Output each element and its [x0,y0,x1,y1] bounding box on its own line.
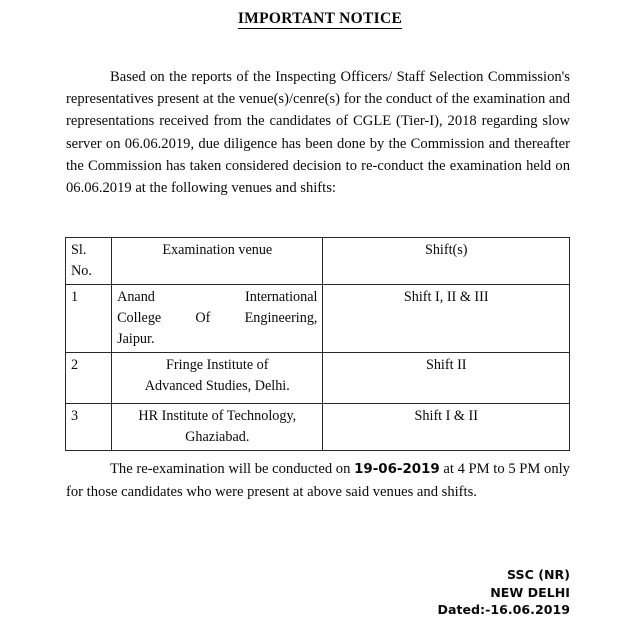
column-header-shift: Shift(s) [323,238,570,285]
closing-paragraph [66,458,570,503]
signature-office: SSC (NR) [507,567,570,582]
cell-venue-line2: College Of Engineering, [117,310,318,326]
page-title-text: IMPORTANT NOTICE [237,10,403,27]
cell-sl-no: 1 [66,285,112,353]
cell-venue [112,404,323,451]
table-row [66,353,570,404]
intro-paragraph: Based on the reports of the Inspecting Officers/ Staff Selection Commission's representatives present at the venue(s)/cenre(s) for the conduct of the examination and representations received from the candidates of CGLE (Tier-I), 2018 regarding slow server on 06.06.2019, due diligence has been done by the Commission and thereafter the Commission has taken considered decision to re-conduct the examination held on 06.06.2019 at the following venues and shifts: [66,69,570,197]
cell-venue-line3: Jaipur. [117,331,155,347]
cell-sl-no: 3 [66,404,112,451]
venue-shift-table [65,237,570,451]
reexamination-date: 19-06-2019 [354,462,440,477]
table-row [66,404,570,451]
cell-shift: Shift I, II & III [323,285,570,353]
column-header-venue: Examination venue [112,238,323,285]
column-header-sl-no [66,238,112,285]
cell-venue-line2: Ghaziabad. [185,429,250,445]
cell-shift: Shift II [323,353,570,404]
table-header-row [66,238,570,285]
cell-venue-line1: Anand International [117,289,318,305]
closing-text-before-date: The re-examination will be conducted on [110,461,355,477]
cell-venue [112,353,323,404]
page-title [66,0,574,29]
signature-location: NEW DELHI [490,584,570,600]
cell-venue-line1: HR Institute of Technology, [138,408,297,424]
column-header-sl-no-line2: No. [71,263,92,279]
closing-text-after-date: at 4 PM to 5 PM only for those candidates who were present at above said venues and shifts. [66,461,570,501]
cell-sl-no: 2 [66,353,112,404]
cell-shift: Shift I & II [323,404,570,451]
cell-venue [112,285,323,353]
table-row [66,285,570,353]
cell-venue-line2: Advanced Studies, Delhi. [144,378,290,394]
signature-dated: Dated:-16.06.2019 [437,602,570,617]
column-header-sl-no-line1: Sl. [71,242,87,258]
signature-block [438,566,570,619]
cell-venue-line1: Fringe Institute of [166,357,269,373]
